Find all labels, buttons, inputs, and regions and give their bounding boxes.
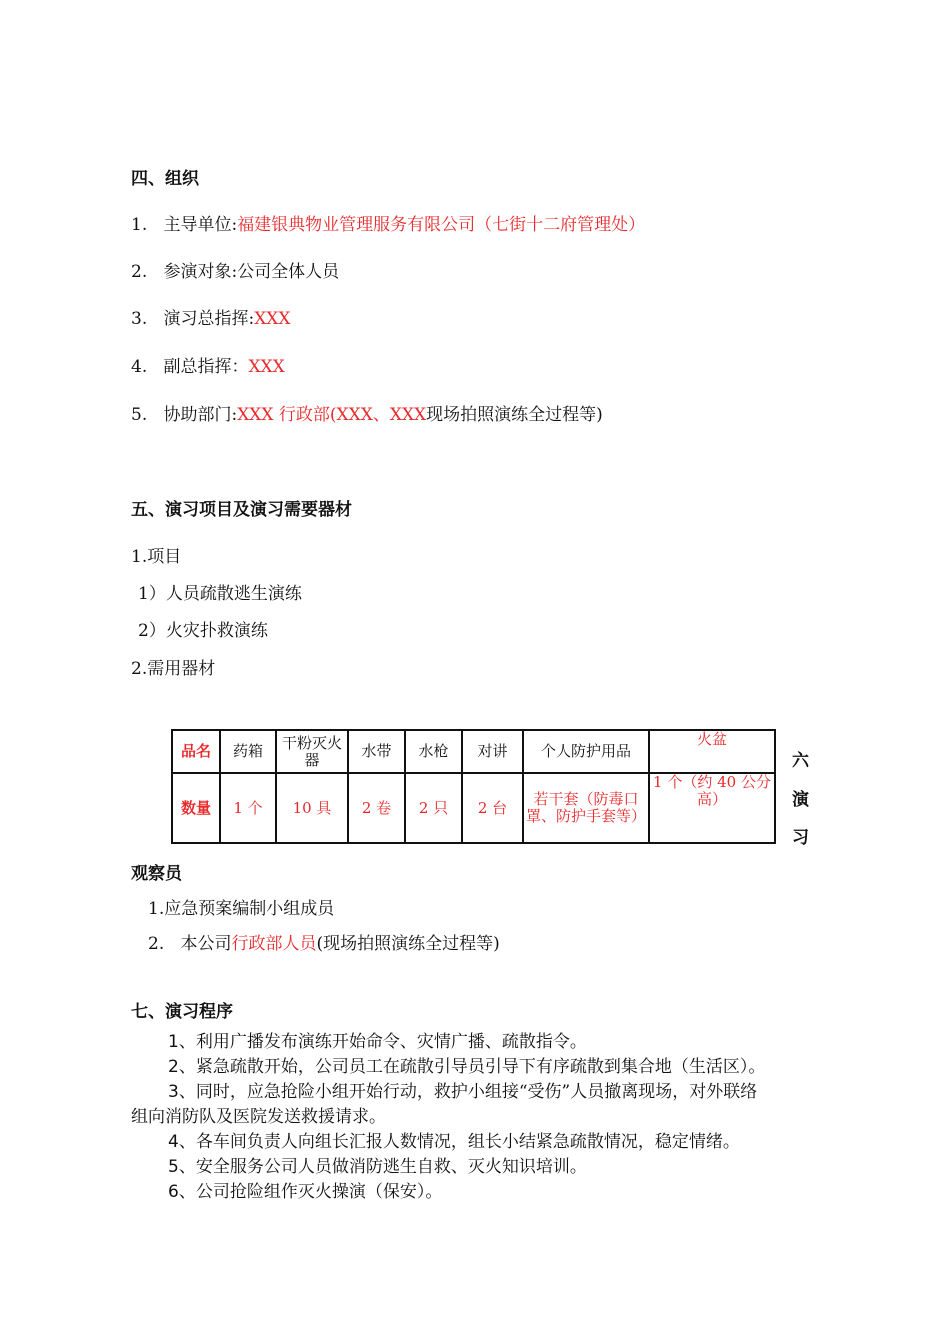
item-number: 1. <box>131 215 148 235</box>
procedure-step-3-continued: 组向消防队及医院发送救援请求。 <box>131 1107 386 1127</box>
equipment-name: 火盆 <box>649 730 775 773</box>
item-number: 2. <box>131 262 148 282</box>
procedure-step-3 <box>168 1080 757 1104</box>
step-text: 、公司抢险组作灭火操演（保安）。 <box>178 1182 443 1202</box>
step-number: 6 <box>168 1182 179 1202</box>
item-number: 5. <box>131 405 148 425</box>
procedure-step-6 <box>168 1180 442 1204</box>
equipment-qty: 2 卷 <box>348 773 405 843</box>
item-value: 公司全体人员 <box>237 262 340 282</box>
item-number: 4. <box>131 357 148 377</box>
item-value-red: XXX 行政部(XXX、XXX <box>237 405 427 425</box>
step-number: 1 <box>168 1032 179 1052</box>
step-text: 、同时，应急抢险小组开始行动，救护小组接“受伤”人员撤离现场，对外联络 <box>178 1082 758 1102</box>
section-7-heading: 七、演习程序 <box>131 1002 233 1022</box>
item-label: 主导单位: <box>163 215 238 235</box>
step-text: 、安全服务公司人员做消防逃生自救、灭火知识培训。 <box>178 1157 587 1177</box>
table-row-names <box>172 730 775 773</box>
procedure-step-5 <box>168 1155 587 1179</box>
equipment-table <box>171 729 776 844</box>
item-label: 参演对象: <box>163 262 238 282</box>
procedure-step-4 <box>168 1130 740 1154</box>
section-5-heading: 五、演习项目及演习需要器材 <box>131 500 352 520</box>
equipment-name: 水枪 <box>405 730 462 773</box>
equipment-qty: 10 具 <box>276 773 348 843</box>
section-6-heading-char: 演 <box>792 790 809 810</box>
equipment-name: 干粉灭火器 <box>276 730 348 773</box>
step-number: 2 <box>168 1057 179 1077</box>
org-item-2 <box>131 257 339 282</box>
section-4-heading: 四、组织 <box>131 169 199 189</box>
item-value: XXX <box>254 309 291 329</box>
procedure-step-1 <box>168 1030 587 1054</box>
equipment-name: 对讲 <box>462 730 523 773</box>
project-item-1: 1）人员疏散逃生演练 <box>138 584 302 604</box>
step-number: 5 <box>168 1157 179 1177</box>
item-value: 福建银典物业管理服务有限公司（七街十二府管理处） <box>237 215 646 235</box>
row-header-quantity: 数量 <box>172 773 220 843</box>
item-text: (现场拍照演练全过程等) <box>316 934 500 954</box>
item-label: 演习总指挥: <box>163 309 255 329</box>
item-text: 本公司 <box>180 934 232 954</box>
equipment-qty: 2 只 <box>405 773 462 843</box>
item-label: 协助部门: <box>163 405 238 425</box>
observer-item-2 <box>148 929 500 954</box>
section-6-heading-char: 六 <box>792 751 809 771</box>
org-item-5 <box>131 400 603 425</box>
org-item-4 <box>131 352 285 377</box>
equipment-qty: 1 个 <box>220 773 276 843</box>
step-number: 4 <box>168 1132 179 1152</box>
step-text: 、各车间负责人向组长汇报人数情况，组长小结紧急疏散情况，稳定情绪。 <box>178 1132 740 1152</box>
org-item-3 <box>131 304 291 329</box>
table-row-quantities <box>172 773 775 843</box>
item-label: 副总指挥： <box>163 357 249 377</box>
observer-item-1: 1.应急预案编制小组成员 <box>148 899 335 919</box>
equipment-qty: 2 台 <box>462 773 523 843</box>
item-value: XXX <box>248 357 285 377</box>
equipment-qty: 1 个（约 40 公分高） <box>649 773 775 843</box>
item-text-red: 行政部人员 <box>231 934 317 954</box>
row-header-name: 品名 <box>172 730 220 773</box>
equipment-name: 药箱 <box>220 730 276 773</box>
projects-subheading: 1.项目 <box>131 547 182 567</box>
item-number: 3. <box>131 309 148 329</box>
item-number: 2. <box>148 934 165 954</box>
step-text: 、利用广播发布演练开始命令、灾情广播、疏散指令。 <box>178 1032 587 1052</box>
section-6-heading-tail: 观察员 <box>131 864 182 884</box>
procedure-step-2 <box>168 1055 765 1079</box>
equipment-qty: 若干套（防毒口罩、防护手套等） <box>523 773 649 843</box>
equipment-name: 水带 <box>348 730 405 773</box>
equipment-subheading: 2.需用器材 <box>131 659 216 679</box>
step-number: 3 <box>168 1082 179 1102</box>
item-value-black: 现场拍照演练全过程等) <box>426 405 603 425</box>
step-text: 、紧急疏散开始，公司员工在疏散引导员引导下有序疏散到集合地（生活区）。 <box>178 1057 766 1077</box>
org-item-1 <box>131 210 645 235</box>
project-item-2: 2）火灾扑救演练 <box>138 621 268 641</box>
section-6-heading-char: 习 <box>792 828 809 848</box>
equipment-name: 个人防护用品 <box>523 730 649 773</box>
